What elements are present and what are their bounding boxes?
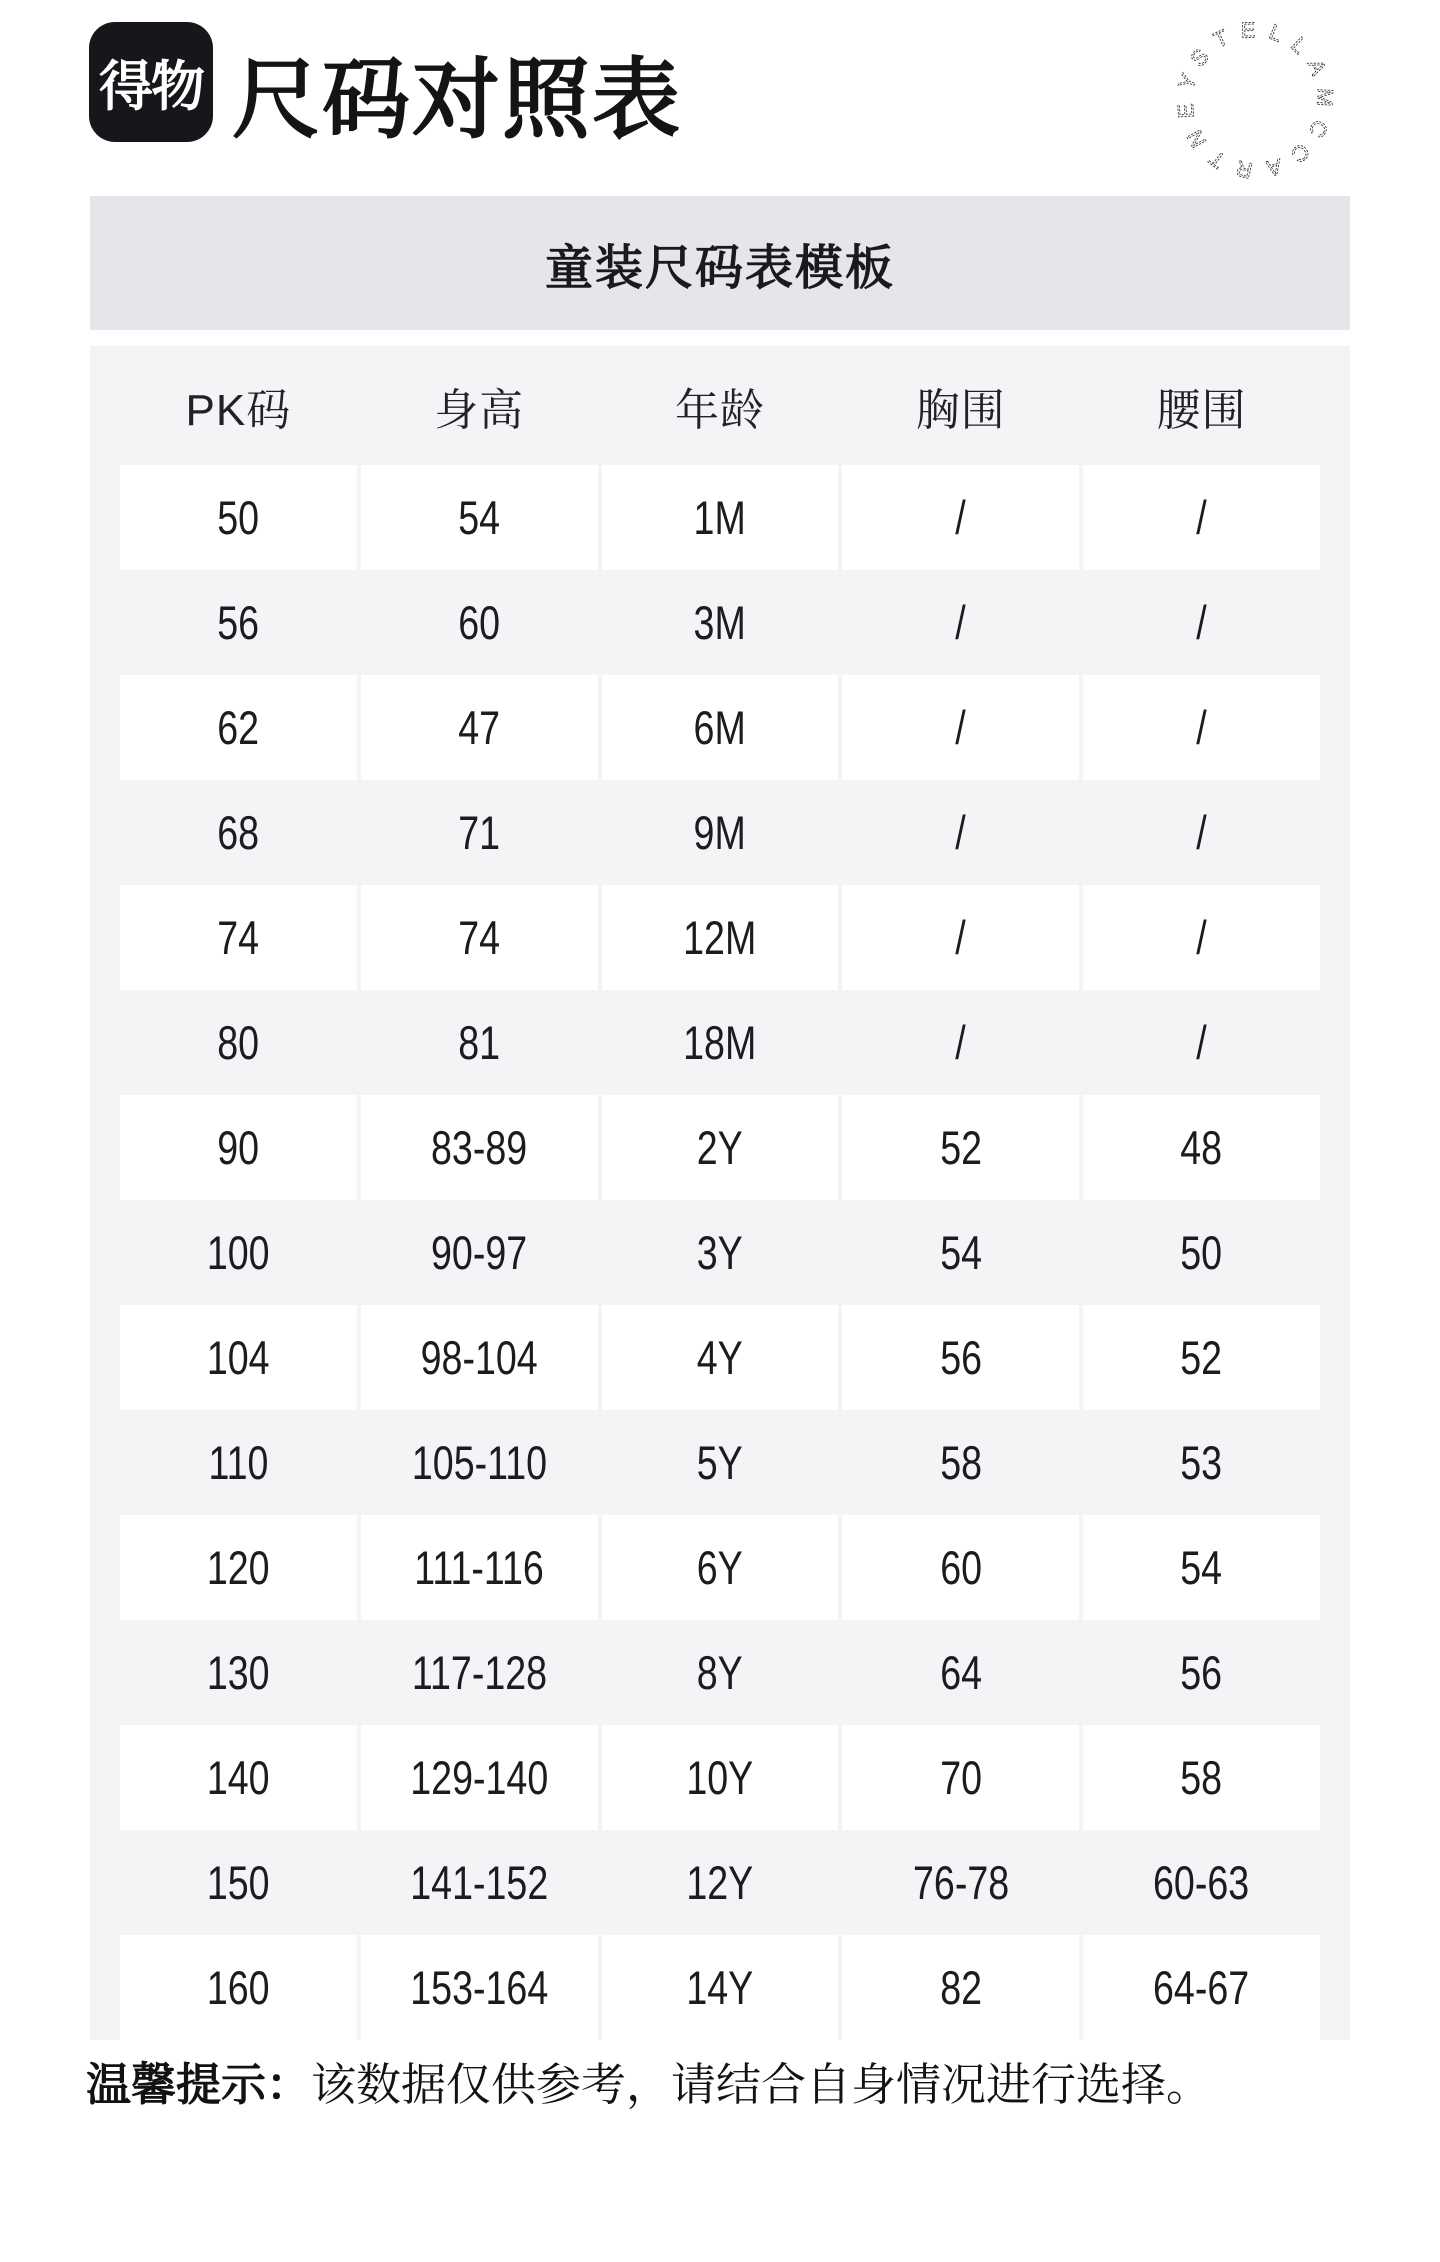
table-cell: 98-104 (361, 1305, 598, 1410)
table-cell: 1M (602, 465, 839, 570)
table-row (120, 1620, 1320, 1725)
table-cell: 12Y (686, 1856, 754, 1909)
table-cell: / (1196, 1016, 1207, 1069)
table-cell: / (1083, 675, 1320, 780)
table-cell: 9M (693, 806, 747, 859)
table-cell: / (955, 806, 967, 859)
table-cell: 68 (217, 806, 260, 859)
svg-text:STELLAMCCARTNEY (1172, 17, 1338, 183)
table-cell: 54 (1083, 1515, 1320, 1620)
table-cell: 110 (208, 1436, 269, 1489)
table-row (120, 885, 1320, 990)
table-cell: 70 (842, 1725, 1079, 1830)
table-cell: 80 (217, 1016, 260, 1069)
table-cell: 56 (1180, 1646, 1223, 1699)
table-title-band (90, 196, 1350, 330)
table-cell: 54 (361, 465, 598, 570)
column-header-height: 身高 (434, 385, 525, 435)
table-cell: 58 (939, 1436, 982, 1489)
table-cell: 160 (120, 1935, 357, 2040)
table-cell: 47 (361, 675, 598, 780)
table-cell: / (955, 1016, 967, 1069)
table-cell: / (955, 596, 967, 649)
table-cell: 18M (683, 1016, 757, 1069)
table-cell: / (1196, 596, 1207, 649)
stella-mccartney-circular-logo (1167, 12, 1343, 188)
table-cell: 90-97 (431, 1226, 528, 1279)
table-cell: 90 (120, 1095, 357, 1200)
table-cell: 14Y (602, 1935, 839, 2040)
table-row (120, 1200, 1320, 1305)
table-row (120, 1095, 1320, 1200)
table-cell: 62 (120, 675, 357, 780)
stella-mccartney-logo-text: STELLAMCCARTNEY (1172, 17, 1338, 184)
table-body (120, 465, 1320, 2040)
column-header-pk-size: PK码 (185, 385, 292, 435)
table-cell: 74 (120, 885, 357, 990)
table-cell: 83-89 (361, 1095, 598, 1200)
footer-note-label: 温馨提示： (86, 2059, 312, 2110)
table-cell: 2Y (602, 1095, 839, 1200)
table-title: 童装尺码表模板 (544, 241, 895, 295)
table-cell: 48 (1083, 1095, 1320, 1200)
table-cell: 5Y (696, 1436, 743, 1489)
table-row (120, 675, 1320, 780)
table-cell: 129-140 (361, 1725, 598, 1830)
table-cell: 100 (207, 1226, 270, 1279)
table-cell: 104 (120, 1305, 357, 1410)
table-cell: 50 (120, 465, 357, 570)
table-cell: 6M (602, 675, 839, 780)
table-row (120, 1725, 1320, 1830)
table-cell: 56 (842, 1305, 1079, 1410)
table-row (120, 990, 1320, 1095)
table-cell: 12M (602, 885, 839, 990)
column-header-age: 年龄 (674, 385, 765, 435)
table-cell: 60-63 (1153, 1856, 1250, 1909)
table-cell: 54 (939, 1226, 982, 1279)
table-cell: 52 (1083, 1305, 1320, 1410)
footer-note-text: 该数据仅供参考，请结合自身情况进行选择。 (311, 2059, 1212, 2110)
page-title: 尺码对照表 (232, 50, 683, 149)
table-cell: 74 (361, 885, 598, 990)
table-cell: 10Y (602, 1725, 839, 1830)
table-cell: 153-164 (361, 1935, 598, 2040)
table-cell: 111-116 (361, 1515, 598, 1620)
table-cell: 60 (842, 1515, 1079, 1620)
table-row (120, 1305, 1320, 1410)
dewu-logo-text: 得物 (99, 56, 203, 117)
table-cell: 82 (842, 1935, 1079, 2040)
table-cell: 120 (120, 1515, 357, 1620)
table-cell: / (1083, 885, 1320, 990)
table-cell: / (1083, 465, 1320, 570)
table-cell: 53 (1180, 1436, 1223, 1489)
table-cell: / (842, 675, 1079, 780)
table-cell: 64 (939, 1646, 982, 1699)
table-cell: 4Y (602, 1305, 839, 1410)
dewu-logo (89, 22, 213, 142)
size-table (90, 346, 1350, 2040)
table-cell: 60 (458, 596, 501, 649)
table-cell: 50 (1180, 1226, 1223, 1279)
table-cell: 8Y (696, 1646, 743, 1699)
table-cell: 117-128 (411, 1646, 547, 1699)
table-cell: 64-67 (1083, 1935, 1320, 2040)
table-cell: 3M (693, 596, 747, 649)
table-row (120, 570, 1320, 675)
table-cell: / (842, 465, 1079, 570)
table-cell: 150 (207, 1856, 270, 1909)
table-cell: 56 (217, 596, 260, 649)
table-row (120, 780, 1320, 885)
table-cell: 6Y (602, 1515, 839, 1620)
table-row (120, 465, 1320, 570)
table-cell: 76-78 (912, 1856, 1009, 1909)
table-cell: 3Y (696, 1226, 743, 1279)
footer-note (86, 2056, 1211, 2114)
column-header-waist: 腰围 (1156, 385, 1247, 435)
table-row (120, 1830, 1320, 1935)
table-cell: 52 (842, 1095, 1079, 1200)
table-cell: 140 (120, 1725, 357, 1830)
table-row (120, 1935, 1320, 2040)
column-header-chest: 胸围 (915, 385, 1006, 435)
table-row (120, 1515, 1320, 1620)
table-cell: 105-110 (411, 1436, 547, 1489)
table-cell: 81 (458, 1016, 501, 1069)
table-cell: 141-152 (410, 1856, 549, 1909)
table-cell: / (842, 885, 1079, 990)
table-cell: 58 (1083, 1725, 1320, 1830)
table-cell: / (1196, 806, 1207, 859)
table-row (120, 1410, 1320, 1515)
table-header-row (120, 346, 1320, 465)
table-cell: 130 (207, 1646, 270, 1699)
table-cell: 71 (458, 806, 501, 859)
